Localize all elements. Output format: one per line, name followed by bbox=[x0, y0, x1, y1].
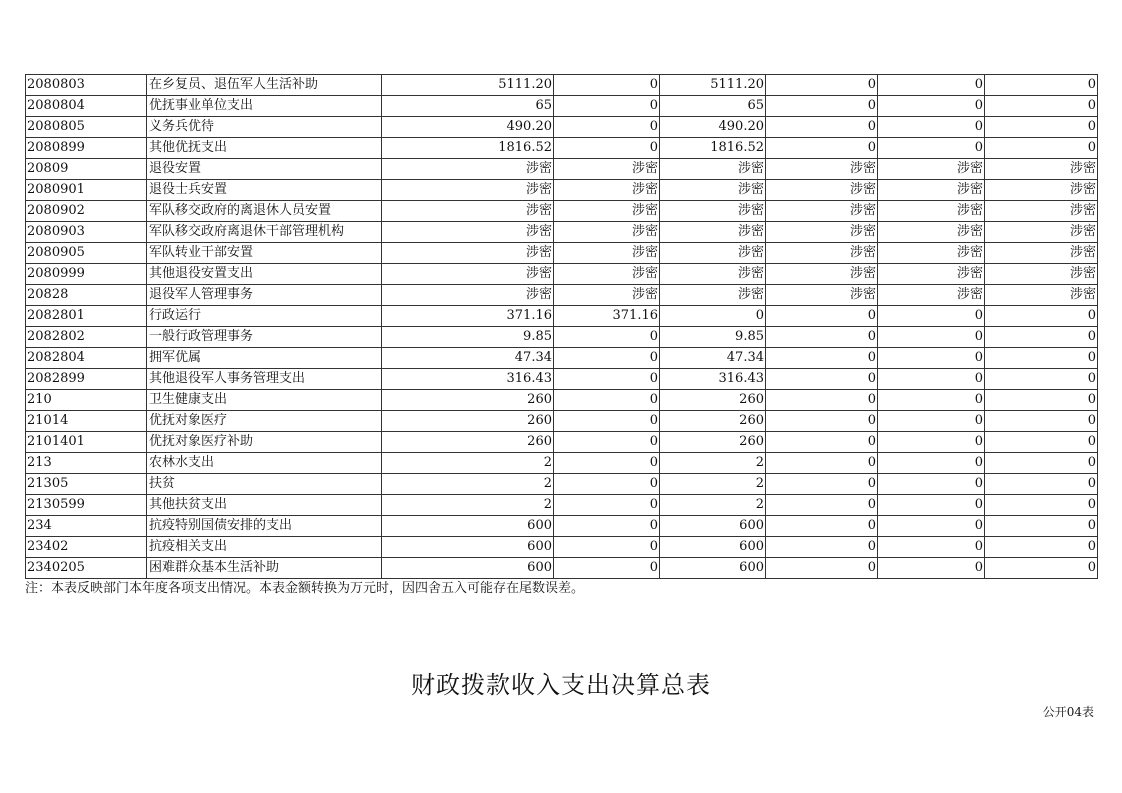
table-row bbox=[26, 138, 1098, 159]
col7-cell: 0 bbox=[878, 75, 985, 96]
basic-cell: 0 bbox=[554, 348, 660, 369]
total-cell: 47.34 bbox=[382, 348, 554, 369]
col6-cell: 0 bbox=[766, 96, 878, 117]
code-cell: 234 bbox=[26, 516, 147, 537]
col8-cell: 涉密 bbox=[985, 243, 1098, 264]
col7-cell: 0 bbox=[878, 537, 985, 558]
name-cell: 抗疫特别国债安排的支出 bbox=[147, 516, 382, 537]
code-cell: 21014 bbox=[26, 411, 147, 432]
col8-cell: 0 bbox=[985, 432, 1098, 453]
table-row bbox=[26, 159, 1098, 180]
basic-cell: 0 bbox=[554, 432, 660, 453]
name-cell: 其他退役军人事务管理支出 bbox=[147, 369, 382, 390]
col8-cell: 0 bbox=[985, 117, 1098, 138]
basic-cell: 0 bbox=[554, 495, 660, 516]
col7-cell: 涉密 bbox=[878, 180, 985, 201]
table-row bbox=[26, 75, 1098, 96]
col6-cell: 涉密 bbox=[766, 201, 878, 222]
col6-cell: 0 bbox=[766, 474, 878, 495]
table-row bbox=[26, 348, 1098, 369]
basic-cell: 0 bbox=[554, 327, 660, 348]
total-cell: 涉密 bbox=[382, 201, 554, 222]
code-cell: 21305 bbox=[26, 474, 147, 495]
table-row bbox=[26, 495, 1098, 516]
code-cell: 2082802 bbox=[26, 327, 147, 348]
name-cell: 其他扶贫支出 bbox=[147, 495, 382, 516]
project-cell: 600 bbox=[660, 537, 766, 558]
col8-cell: 涉密 bbox=[985, 159, 1098, 180]
table-row bbox=[26, 285, 1098, 306]
total-cell: 260 bbox=[382, 432, 554, 453]
name-cell: 优抚事业单位支出 bbox=[147, 96, 382, 117]
project-cell: 0 bbox=[660, 306, 766, 327]
table-row bbox=[26, 537, 1098, 558]
project-cell: 5111.20 bbox=[660, 75, 766, 96]
col8-cell: 0 bbox=[985, 474, 1098, 495]
total-cell: 371.16 bbox=[382, 306, 554, 327]
table-row bbox=[26, 180, 1098, 201]
col7-cell: 涉密 bbox=[878, 159, 985, 180]
total-cell: 260 bbox=[382, 390, 554, 411]
table-body bbox=[26, 75, 1098, 579]
col8-cell: 0 bbox=[985, 306, 1098, 327]
basic-cell: 371.16 bbox=[554, 306, 660, 327]
project-cell: 2 bbox=[660, 495, 766, 516]
total-cell: 600 bbox=[382, 516, 554, 537]
basic-cell: 0 bbox=[554, 369, 660, 390]
table-row bbox=[26, 558, 1098, 579]
project-cell: 47.34 bbox=[660, 348, 766, 369]
project-cell: 260 bbox=[660, 432, 766, 453]
project-cell: 涉密 bbox=[660, 159, 766, 180]
code-cell: 2082801 bbox=[26, 306, 147, 327]
total-cell: 2 bbox=[382, 453, 554, 474]
basic-cell: 0 bbox=[554, 117, 660, 138]
col6-cell: 0 bbox=[766, 75, 878, 96]
basic-cell: 涉密 bbox=[554, 264, 660, 285]
basic-cell: 涉密 bbox=[554, 159, 660, 180]
col6-cell: 0 bbox=[766, 327, 878, 348]
col8-cell: 0 bbox=[985, 369, 1098, 390]
table-number-label: 公开04表 bbox=[1042, 705, 1094, 719]
project-cell: 2 bbox=[660, 474, 766, 495]
col7-cell: 0 bbox=[878, 495, 985, 516]
name-cell: 其他优抚支出 bbox=[147, 138, 382, 159]
project-cell: 涉密 bbox=[660, 264, 766, 285]
table-row bbox=[26, 369, 1098, 390]
name-cell: 军队转业干部安置 bbox=[147, 243, 382, 264]
basic-cell: 0 bbox=[554, 516, 660, 537]
expense-table bbox=[25, 74, 1098, 579]
table-note: 注：本表反映部门本年度各项支出情况。本表金额转换为万元时，因四舍五入可能存在尾数误差。 bbox=[25, 581, 585, 596]
total-cell: 涉密 bbox=[382, 222, 554, 243]
code-cell: 2080899 bbox=[26, 138, 147, 159]
col6-cell: 0 bbox=[766, 348, 878, 369]
col8-cell: 涉密 bbox=[985, 180, 1098, 201]
name-cell: 抗疫相关支出 bbox=[147, 537, 382, 558]
col8-cell: 0 bbox=[985, 96, 1098, 117]
col6-cell: 涉密 bbox=[766, 285, 878, 306]
col6-cell: 涉密 bbox=[766, 222, 878, 243]
col7-cell: 0 bbox=[878, 96, 985, 117]
col8-cell: 0 bbox=[985, 537, 1098, 558]
col8-cell: 0 bbox=[985, 138, 1098, 159]
table-row bbox=[26, 516, 1098, 537]
table-row bbox=[26, 327, 1098, 348]
code-cell: 20828 bbox=[26, 285, 147, 306]
table-row bbox=[26, 243, 1098, 264]
code-cell: 2080901 bbox=[26, 180, 147, 201]
project-cell: 涉密 bbox=[660, 285, 766, 306]
name-cell: 优抚对象医疗补助 bbox=[147, 432, 382, 453]
col8-cell: 0 bbox=[985, 453, 1098, 474]
total-cell: 316.43 bbox=[382, 369, 554, 390]
code-cell: 2080902 bbox=[26, 201, 147, 222]
project-cell: 600 bbox=[660, 516, 766, 537]
code-cell: 2340205 bbox=[26, 558, 147, 579]
col6-cell: 0 bbox=[766, 516, 878, 537]
table-row bbox=[26, 432, 1098, 453]
code-cell: 213 bbox=[26, 453, 147, 474]
name-cell: 退役安置 bbox=[147, 159, 382, 180]
col7-cell: 0 bbox=[878, 411, 985, 432]
basic-cell: 0 bbox=[554, 138, 660, 159]
table-row bbox=[26, 264, 1098, 285]
total-cell: 65 bbox=[382, 96, 554, 117]
basic-cell: 0 bbox=[554, 96, 660, 117]
basic-cell: 0 bbox=[554, 390, 660, 411]
table-row bbox=[26, 96, 1098, 117]
basic-cell: 0 bbox=[554, 474, 660, 495]
code-cell: 2080805 bbox=[26, 117, 147, 138]
col8-cell: 0 bbox=[985, 558, 1098, 579]
col7-cell: 0 bbox=[878, 117, 985, 138]
project-cell: 涉密 bbox=[660, 201, 766, 222]
project-cell: 9.85 bbox=[660, 327, 766, 348]
col7-cell: 0 bbox=[878, 327, 985, 348]
total-cell: 600 bbox=[382, 558, 554, 579]
basic-cell: 0 bbox=[554, 537, 660, 558]
name-cell: 优抚对象医疗 bbox=[147, 411, 382, 432]
name-cell: 退役军人管理事务 bbox=[147, 285, 382, 306]
table-row bbox=[26, 201, 1098, 222]
code-cell: 2130599 bbox=[26, 495, 147, 516]
name-cell: 拥军优属 bbox=[147, 348, 382, 369]
col8-cell: 涉密 bbox=[985, 222, 1098, 243]
col6-cell: 0 bbox=[766, 369, 878, 390]
basic-cell: 0 bbox=[554, 558, 660, 579]
project-cell: 2 bbox=[660, 453, 766, 474]
name-cell: 卫生健康支出 bbox=[147, 390, 382, 411]
code-cell: 210 bbox=[26, 390, 147, 411]
col8-cell: 涉密 bbox=[985, 201, 1098, 222]
name-cell: 在乡复员、退伍军人生活补助 bbox=[147, 75, 382, 96]
project-cell: 260 bbox=[660, 390, 766, 411]
col6-cell: 0 bbox=[766, 495, 878, 516]
name-cell: 困难群众基本生活补助 bbox=[147, 558, 382, 579]
basic-cell: 涉密 bbox=[554, 285, 660, 306]
table-row bbox=[26, 306, 1098, 327]
code-cell: 2082899 bbox=[26, 369, 147, 390]
table-row bbox=[26, 453, 1098, 474]
basic-cell: 0 bbox=[554, 411, 660, 432]
col7-cell: 0 bbox=[878, 369, 985, 390]
col6-cell: 0 bbox=[766, 432, 878, 453]
col7-cell: 涉密 bbox=[878, 201, 985, 222]
code-cell: 2080999 bbox=[26, 264, 147, 285]
col7-cell: 涉密 bbox=[878, 285, 985, 306]
col7-cell: 0 bbox=[878, 516, 985, 537]
basic-cell: 涉密 bbox=[554, 222, 660, 243]
total-cell: 涉密 bbox=[382, 180, 554, 201]
col7-cell: 涉密 bbox=[878, 222, 985, 243]
total-cell: 490.20 bbox=[382, 117, 554, 138]
col6-cell: 0 bbox=[766, 411, 878, 432]
name-cell: 义务兵优待 bbox=[147, 117, 382, 138]
col6-cell: 0 bbox=[766, 117, 878, 138]
table-row bbox=[26, 411, 1098, 432]
basic-cell: 涉密 bbox=[554, 180, 660, 201]
code-cell: 2101401 bbox=[26, 432, 147, 453]
col6-cell: 0 bbox=[766, 453, 878, 474]
name-cell: 扶贫 bbox=[147, 474, 382, 495]
col8-cell: 0 bbox=[985, 75, 1098, 96]
total-cell: 2 bbox=[382, 495, 554, 516]
col6-cell: 0 bbox=[766, 138, 878, 159]
project-cell: 涉密 bbox=[660, 222, 766, 243]
col7-cell: 0 bbox=[878, 348, 985, 369]
total-cell: 2 bbox=[382, 474, 554, 495]
code-cell: 2082804 bbox=[26, 348, 147, 369]
col8-cell: 0 bbox=[985, 516, 1098, 537]
code-cell: 2080804 bbox=[26, 96, 147, 117]
total-cell: 5111.20 bbox=[382, 75, 554, 96]
col7-cell: 0 bbox=[878, 390, 985, 411]
table-row bbox=[26, 222, 1098, 243]
name-cell: 军队移交政府的离退休人员安置 bbox=[147, 201, 382, 222]
col7-cell: 涉密 bbox=[878, 264, 985, 285]
project-cell: 65 bbox=[660, 96, 766, 117]
col6-cell: 0 bbox=[766, 537, 878, 558]
col6-cell: 0 bbox=[766, 558, 878, 579]
table-row bbox=[26, 474, 1098, 495]
col7-cell: 涉密 bbox=[878, 243, 985, 264]
col7-cell: 0 bbox=[878, 453, 985, 474]
name-cell: 行政运行 bbox=[147, 306, 382, 327]
col7-cell: 0 bbox=[878, 138, 985, 159]
total-cell: 600 bbox=[382, 537, 554, 558]
code-cell: 20809 bbox=[26, 159, 147, 180]
col8-cell: 涉密 bbox=[985, 285, 1098, 306]
name-cell: 退役士兵安置 bbox=[147, 180, 382, 201]
col7-cell: 0 bbox=[878, 306, 985, 327]
name-cell: 农林水支出 bbox=[147, 453, 382, 474]
total-cell: 涉密 bbox=[382, 264, 554, 285]
col6-cell: 0 bbox=[766, 390, 878, 411]
name-cell: 一般行政管理事务 bbox=[147, 327, 382, 348]
col8-cell: 0 bbox=[985, 495, 1098, 516]
col6-cell: 涉密 bbox=[766, 159, 878, 180]
col8-cell: 0 bbox=[985, 390, 1098, 411]
table-row bbox=[26, 117, 1098, 138]
total-cell: 1816.52 bbox=[382, 138, 554, 159]
total-cell: 涉密 bbox=[382, 243, 554, 264]
code-cell: 2080903 bbox=[26, 222, 147, 243]
basic-cell: 涉密 bbox=[554, 243, 660, 264]
col6-cell: 0 bbox=[766, 306, 878, 327]
basic-cell: 0 bbox=[554, 453, 660, 474]
table-row bbox=[26, 390, 1098, 411]
col7-cell: 0 bbox=[878, 558, 985, 579]
project-cell: 260 bbox=[660, 411, 766, 432]
project-cell: 涉密 bbox=[660, 180, 766, 201]
project-cell: 涉密 bbox=[660, 243, 766, 264]
col7-cell: 0 bbox=[878, 474, 985, 495]
col6-cell: 涉密 bbox=[766, 264, 878, 285]
project-cell: 1816.52 bbox=[660, 138, 766, 159]
total-cell: 9.85 bbox=[382, 327, 554, 348]
next-table-title: 财政拨款收入支出决算总表 bbox=[411, 671, 711, 699]
code-cell: 2080803 bbox=[26, 75, 147, 96]
project-cell: 600 bbox=[660, 558, 766, 579]
total-cell: 涉密 bbox=[382, 159, 554, 180]
code-cell: 23402 bbox=[26, 537, 147, 558]
code-cell: 2080905 bbox=[26, 243, 147, 264]
total-cell: 260 bbox=[382, 411, 554, 432]
basic-cell: 0 bbox=[554, 75, 660, 96]
col7-cell: 0 bbox=[878, 432, 985, 453]
basic-cell: 涉密 bbox=[554, 201, 660, 222]
col8-cell: 0 bbox=[985, 327, 1098, 348]
col8-cell: 0 bbox=[985, 411, 1098, 432]
total-cell: 涉密 bbox=[382, 285, 554, 306]
col6-cell: 涉密 bbox=[766, 243, 878, 264]
col8-cell: 0 bbox=[985, 348, 1098, 369]
name-cell: 其他退役安置支出 bbox=[147, 264, 382, 285]
col6-cell: 涉密 bbox=[766, 180, 878, 201]
name-cell: 军队移交政府离退休干部管理机构 bbox=[147, 222, 382, 243]
project-cell: 316.43 bbox=[660, 369, 766, 390]
project-cell: 490.20 bbox=[660, 117, 766, 138]
col8-cell: 涉密 bbox=[985, 264, 1098, 285]
